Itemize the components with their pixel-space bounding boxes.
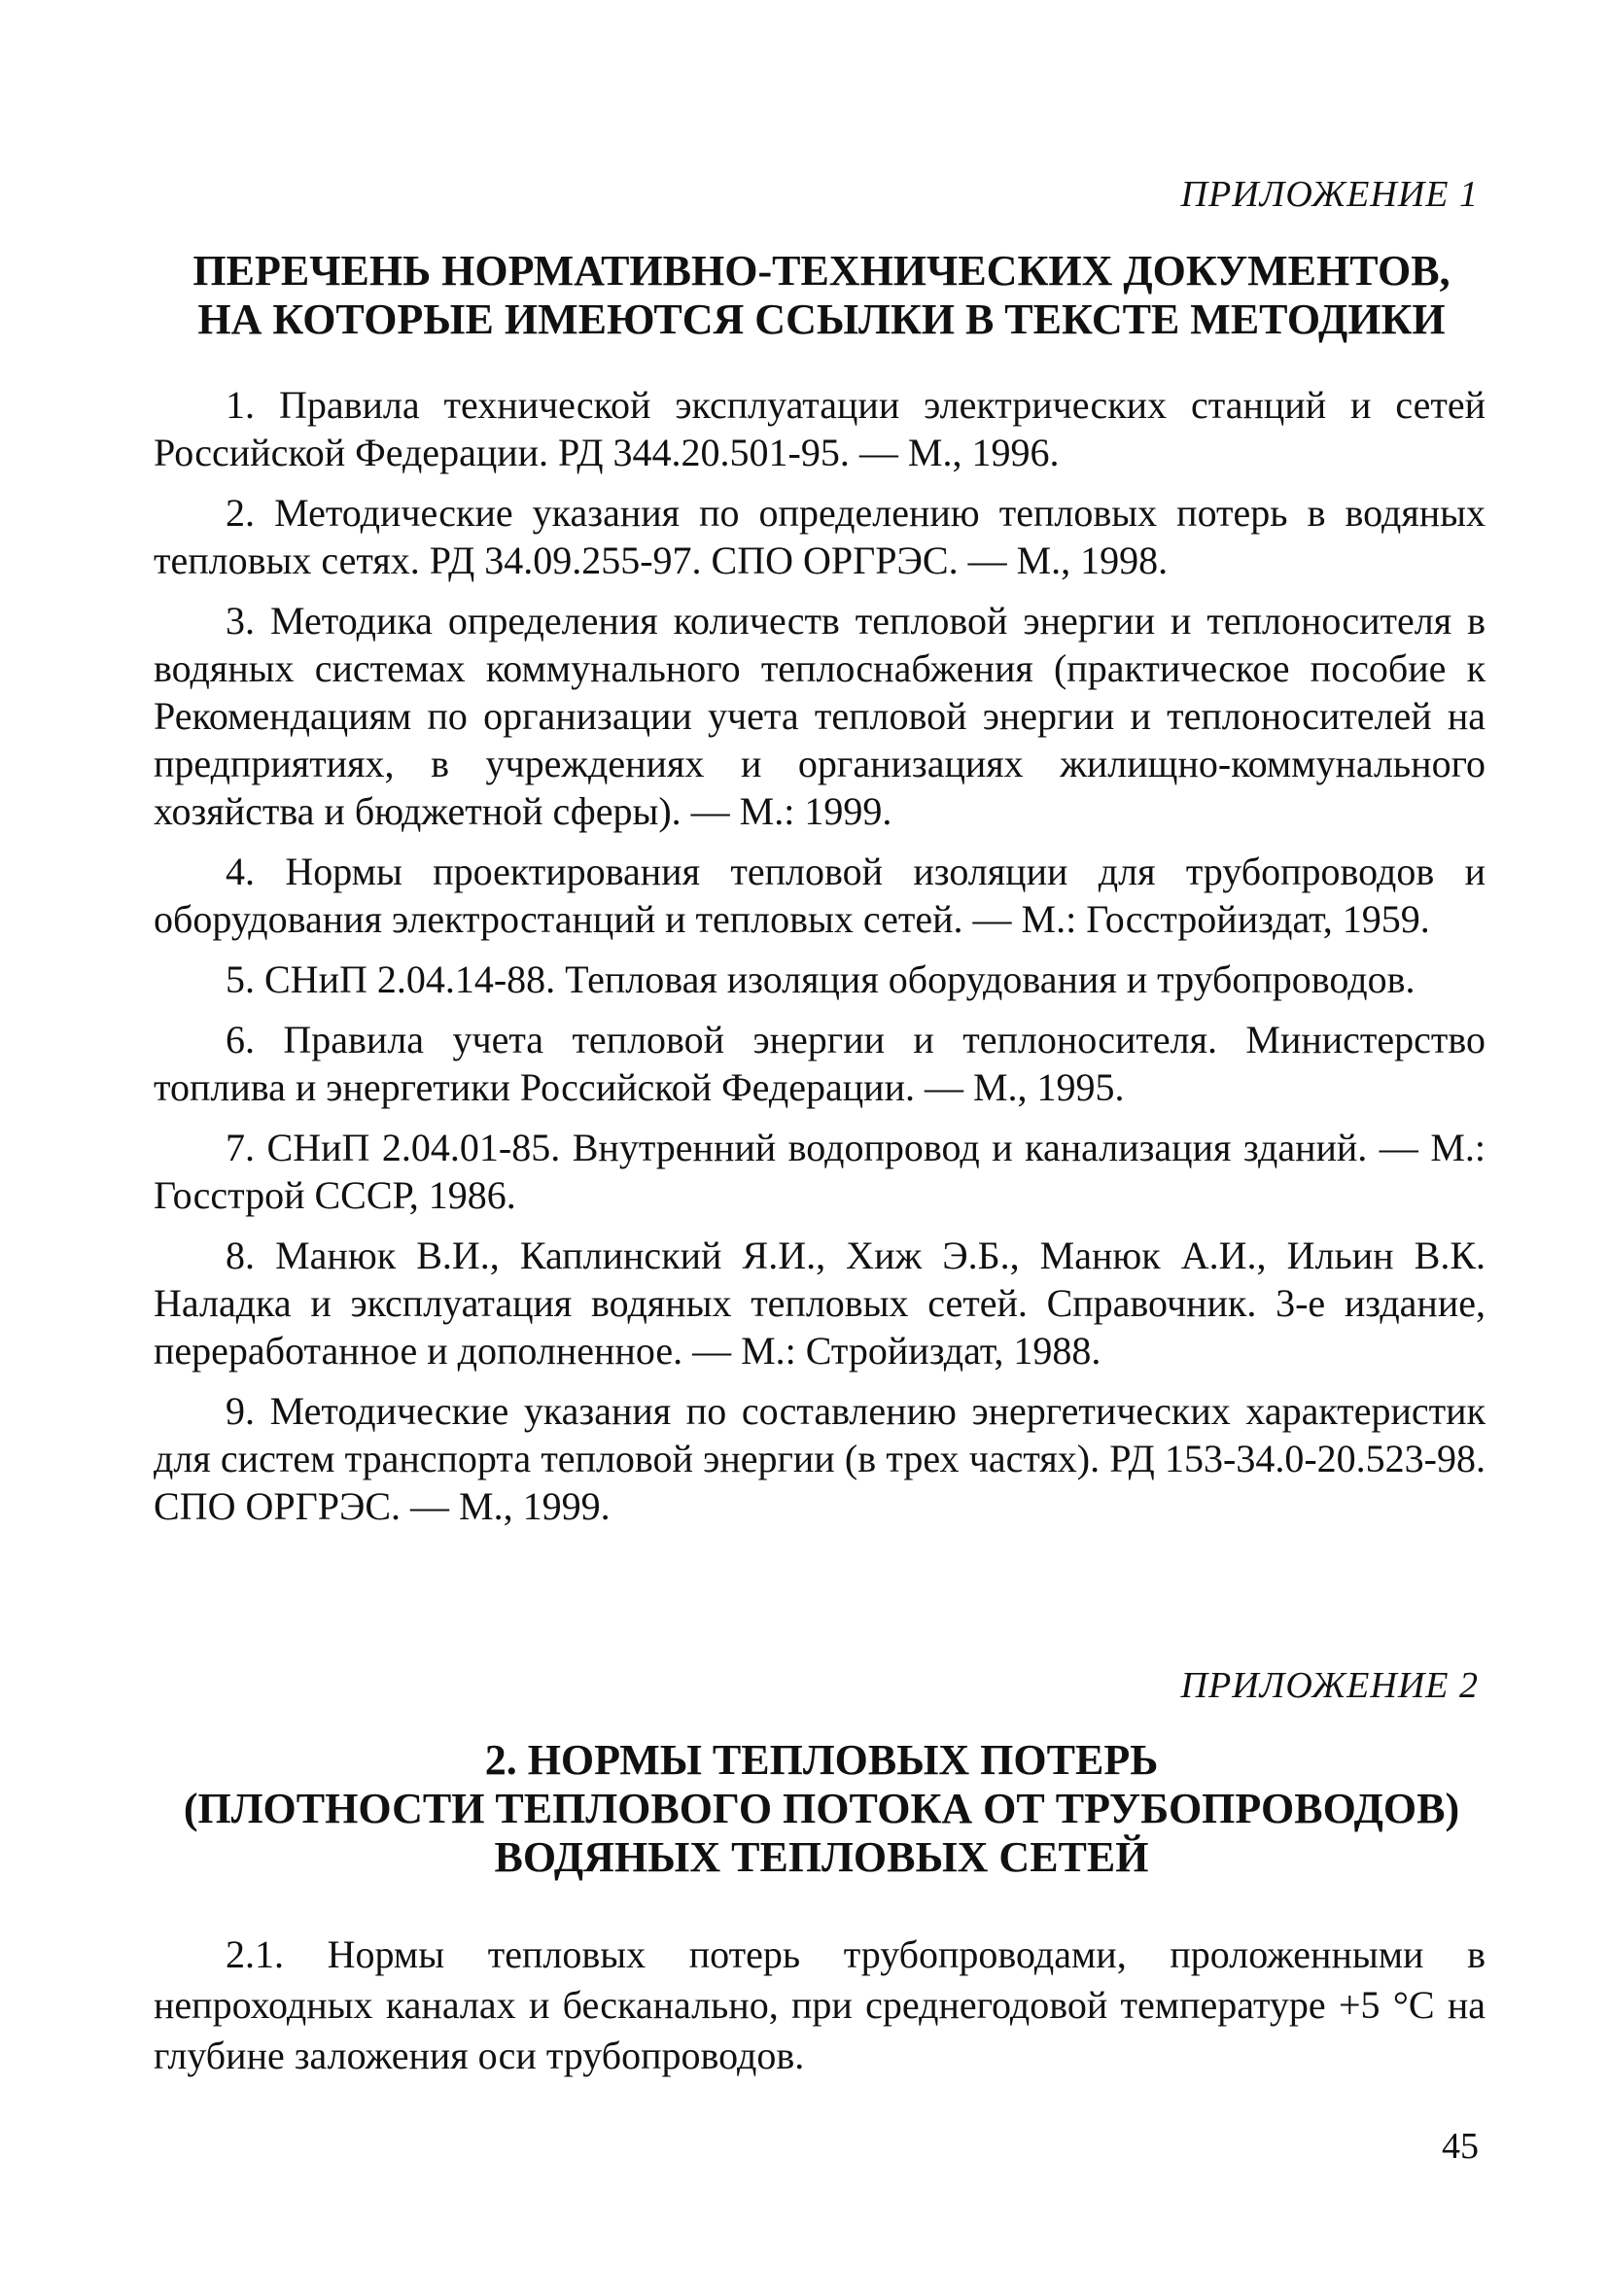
section-paragraph: 2.1. Нормы тепловых потерь трубопроводами, проложенными в непроходных каналах и бесканально, при среднегодовой температуре +5 °С на глубине заложения оси трубопроводов. (154, 1932, 1486, 2077)
title-line: 2. НОРМЫ ТЕПЛОВЫХ ПОТЕРЬ (484, 1736, 1159, 1784)
item-text: Правила технической эксплуатации электрических станций и сетей Российской Федерации. РД 344.20.501-95. — М., 1996. (154, 383, 1486, 474)
title-line: ВОДЯНЫХ ТЕПЛОВЫХ СЕТЕЙ (494, 1833, 1149, 1881)
item-text: СНиП 2.04.14-88. Тепловая изоляция оборудования и трубопроводов. (264, 957, 1416, 1001)
title-line: ПЕРЕЧЕНЬ НОРМАТИВНО-ТЕХНИЧЕСКИХ ДОКУМЕНТОВ, (192, 247, 1451, 295)
item-text: Правила учета тепловой энергии и теплоносителя. Министерство топлива и энергетики Российской Федерации. — М., 1995. (154, 1018, 1486, 1109)
item-text: СНиП 2.04.01-85. Внутренний водопровод и канализация зданий. — М.: Госстрой СССР, 1986. (154, 1126, 1486, 1217)
item-number: 3. (226, 599, 255, 643)
list-item (154, 1387, 1486, 1530)
list-item (154, 597, 1486, 835)
item-number: 1. (226, 383, 255, 427)
item-text: Методические указания по определению тепловых потерь в водяных тепловых сетях. РД 34.09.255-97. СПО ОРГРЭС. — М., 1998. (154, 491, 1486, 582)
title-line: (ПЛОТНОСТИ ТЕПЛОВОГО ПОТОКА ОТ ТРУБОПРОВОДОВ) (183, 1785, 1460, 1832)
item-number: 4. (226, 850, 255, 893)
appendix-2-label: ПРИЛОЖЕНИЕ 2 (1180, 1665, 1479, 1706)
title-line: НА КОТОРЫЕ ИМЕЮТСЯ ССЫЛКИ В ТЕКСТЕ МЕТОДИКИ (197, 296, 1446, 343)
list-item (154, 1232, 1486, 1374)
list-item (154, 848, 1486, 943)
appendix-1-title (156, 247, 1487, 344)
appendix-2-title (156, 1736, 1487, 1882)
list-item (154, 381, 1486, 476)
item-number: 6. (226, 1018, 255, 1061)
list-item (154, 1124, 1486, 1219)
item-number: 9. (226, 1389, 255, 1433)
item-text: Методика определения количеств тепловой энергии и теплоносителя в водяных системах коммунального теплоснабжения (практическое пособие к Рекомендациям по организации учета тепловой энергии и теплоносителей на предприятиях, в учреждениях и организациях жилищно-коммунального хозяйства и бюджетной сферы). — М.: 1999. (154, 599, 1486, 833)
reference-list (154, 381, 1486, 1543)
item-number: 2. (226, 491, 255, 535)
item-text: Нормы проектирования тепловой изоляции для трубопроводов и оборудования электростанций и тепловых сетей. — М.: Госстройиздат, 1959. (154, 850, 1486, 941)
item-number: 7. (226, 1126, 255, 1169)
item-text: Методические указания по составлению энергетических характеристик для систем транспорта тепловой энергии (в трех частях). РД 153-34.0-20.523-98. СПО ОРГРЭС. — М., 1999. (154, 1389, 1486, 1528)
item-number: 5. (226, 957, 255, 1001)
list-item (154, 956, 1486, 1003)
list-item (154, 1016, 1486, 1111)
list-item (154, 489, 1486, 584)
item-text: Манюк В.И., Каплинский Я.И., Хиж Э.Б., Манюк А.И., Ильин В.К. Наладка и эксплуатация водяных тепловых сетей. Справочник. 3-е издание, переработанное и дополненное. — М.: Стройиздат, 1988. (154, 1234, 1486, 1373)
appendix-1-label: ПРИЛОЖЕНИЕ 1 (1180, 174, 1479, 215)
item-number: 8. (226, 1234, 255, 1277)
page-number: 45 (1442, 2126, 1479, 2167)
